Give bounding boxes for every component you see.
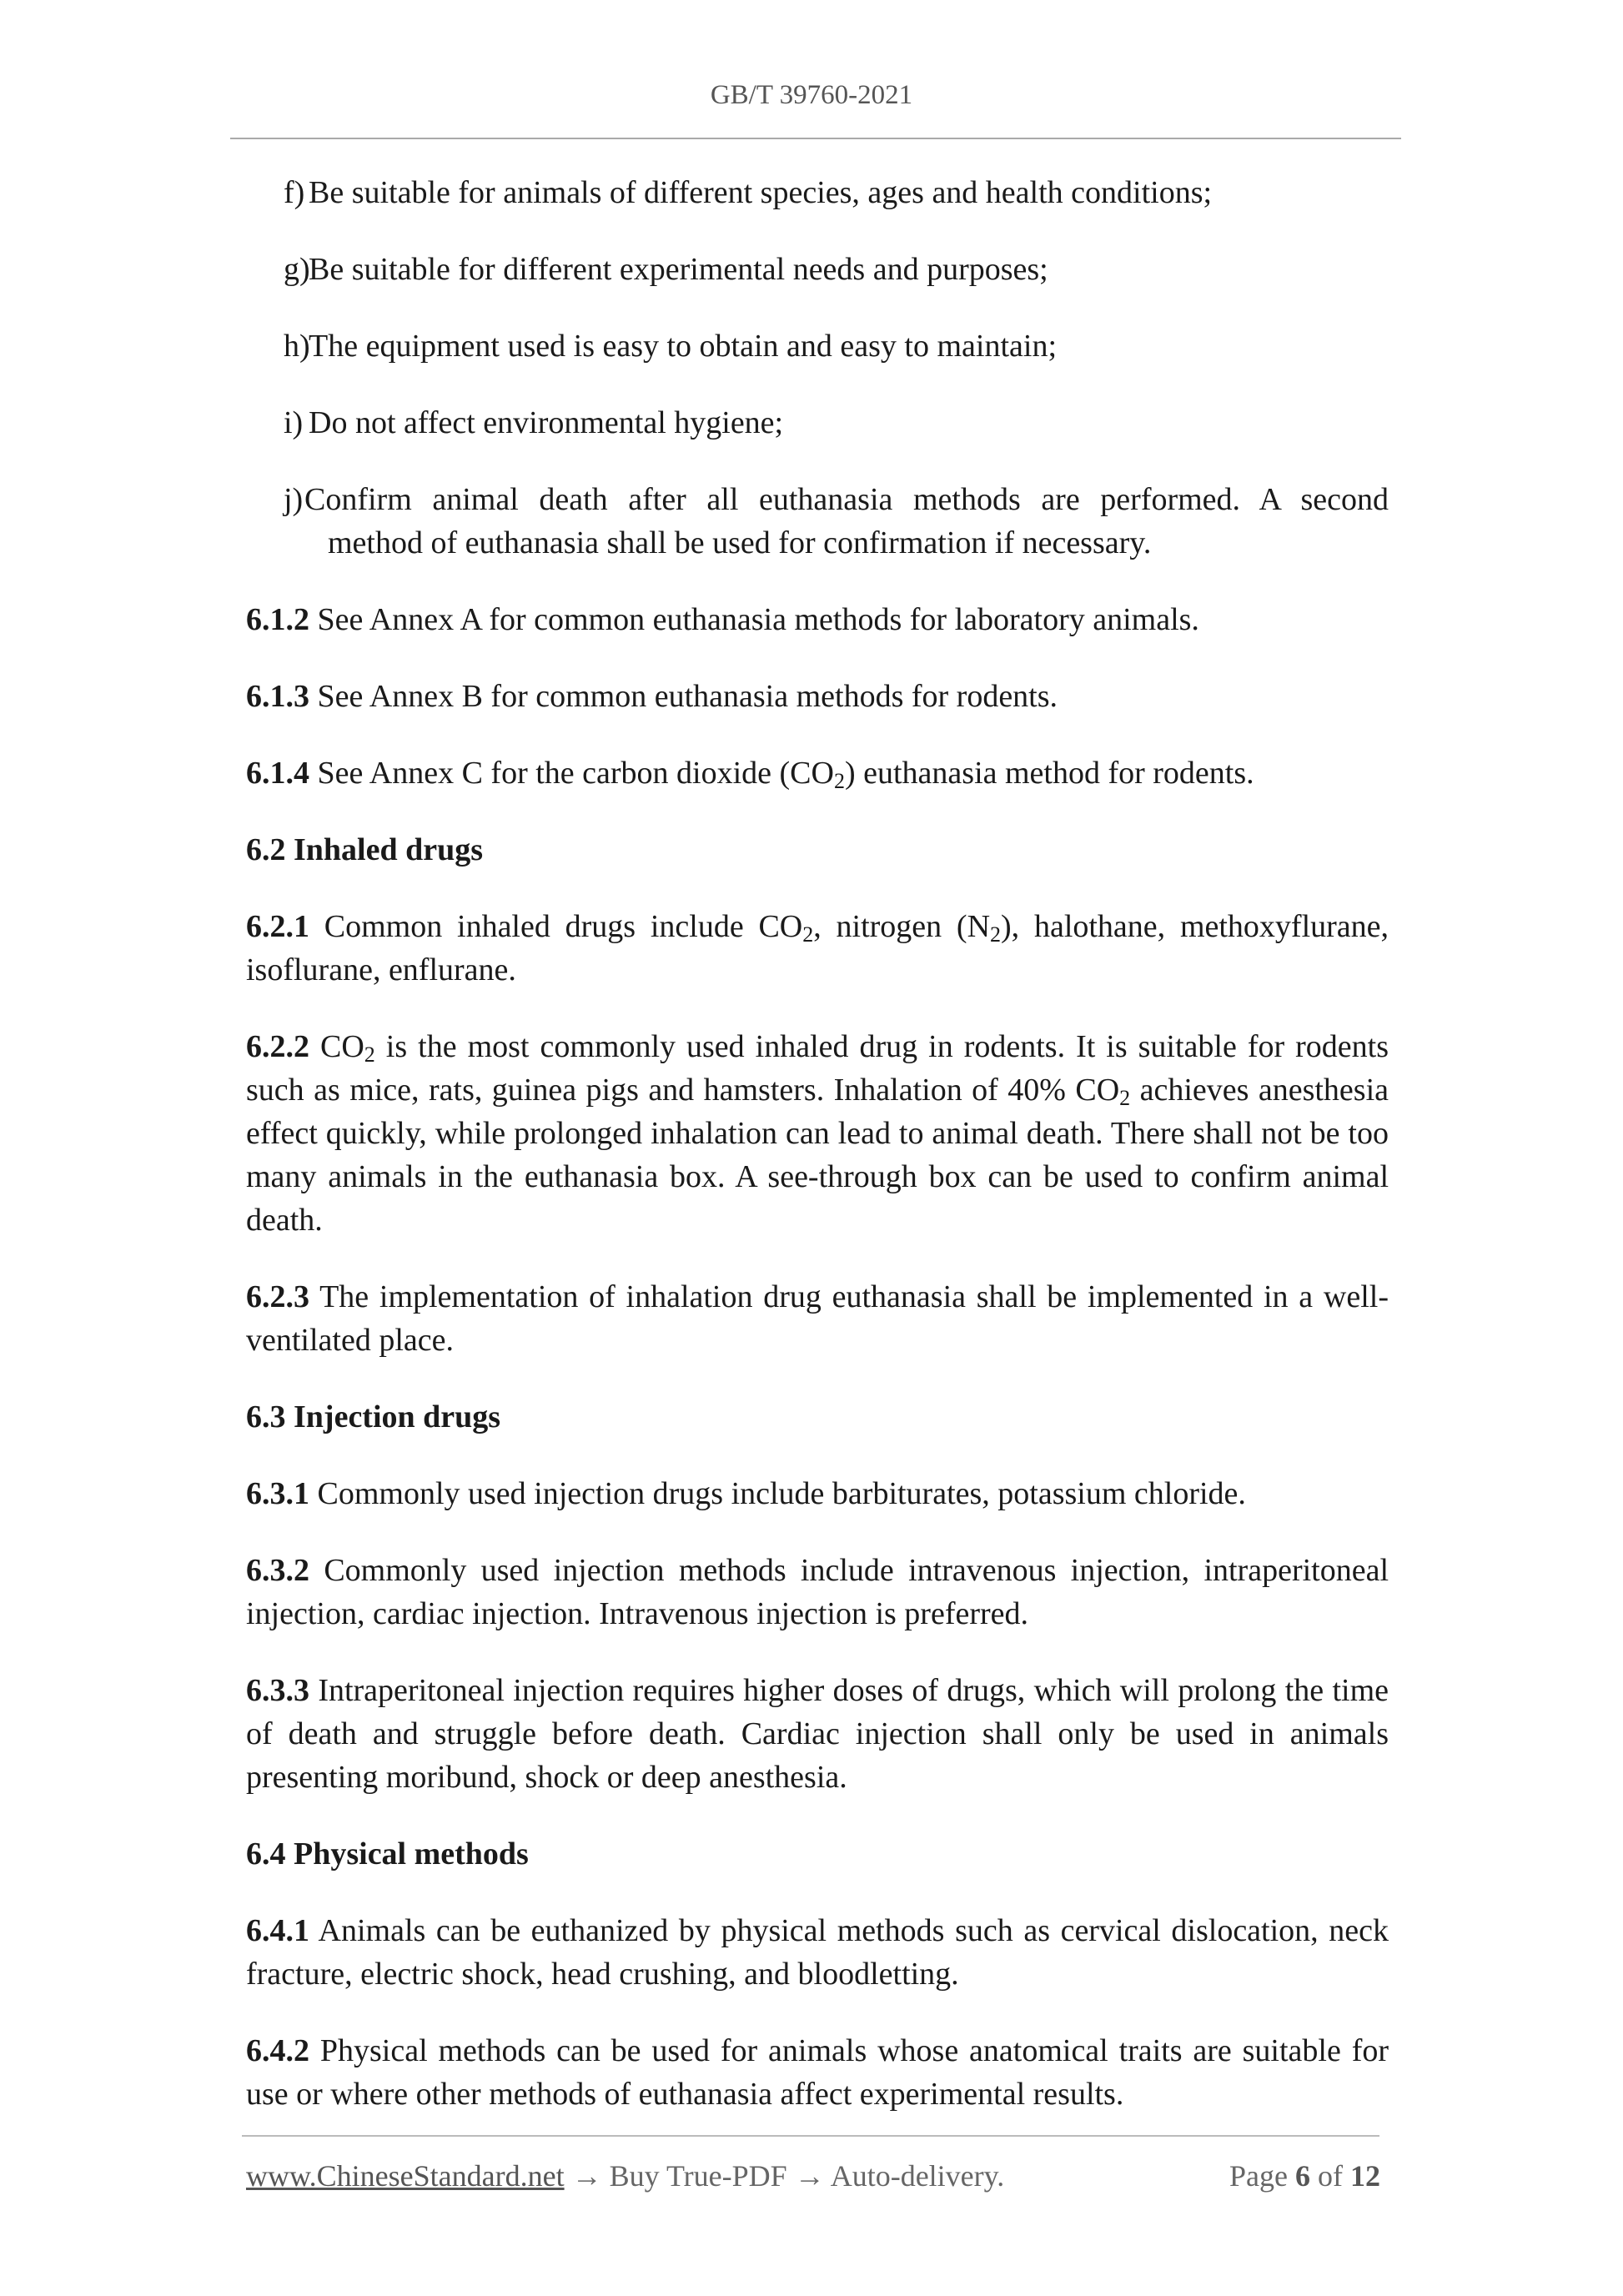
clause-number: 6.4.2 <box>246 2033 309 2068</box>
clause-text: See Annex B for common euthanasia methods for rodents. <box>317 679 1058 714</box>
clause-6-2-2 <box>246 1025 1389 1242</box>
subscript: 2 <box>364 1042 375 1067</box>
list-label: h) <box>284 329 310 364</box>
clause-text: CO <box>320 1029 364 1064</box>
clause-6-3-3 <box>246 1669 1389 1799</box>
list-item-f <box>246 171 1389 214</box>
auto-delivery-text: Auto-delivery. <box>830 2159 1005 2193</box>
clause-6-3-2 <box>246 1549 1389 1635</box>
list-item-j <box>246 478 1389 565</box>
list-text-line2: method of euthanasia shall be used for confirmation if necessary. <box>328 525 1152 560</box>
header-divider <box>230 138 1401 139</box>
clause-number: 6.4.1 <box>246 1913 309 1948</box>
clause-number: 6.1.2 <box>246 602 309 637</box>
of-word: of <box>1318 2159 1343 2193</box>
list-label: i) <box>284 405 304 440</box>
clause-text: Common inhaled drugs include CO <box>324 909 803 944</box>
clause-text: is the most commonly used inhaled drug in rodents. It is suitable for rodents such as mice, rats, guinea pigs and hamsters. Inhalation of 40% CO <box>246 1029 1389 1108</box>
clause-text: achieves anesthesia effect quickly, while prolonged inhalation can lead to animal death. There shall not be too many animals in the euthanasia box. A see-through box can be used to confirm animal death. <box>246 1073 1389 1238</box>
clause-6-2-1 <box>246 905 1389 992</box>
subscript: 2 <box>833 769 845 793</box>
subscript: 2 <box>990 922 1002 947</box>
list-text: The equipment used is easy to obtain and easy to maintain; <box>309 329 1058 364</box>
clause-number: 6.3.1 <box>246 1476 309 1511</box>
section-heading-6-2: 6.2 Inhaled drugs <box>246 832 484 867</box>
clause-6-1-4 <box>246 751 1389 795</box>
subscript: 2 <box>1119 1086 1131 1110</box>
page-body <box>246 171 1389 2149</box>
clause-text: Animals can be euthanized by physical methods such as cervical dislocation, neck fracture, electric shock, head crushing, and bloodletting. <box>246 1913 1389 1992</box>
clause-number: 6.3.3 <box>246 1673 309 1708</box>
list-item-g <box>246 248 1389 291</box>
list-text: Be suitable for animals of different species, ages and health conditions; <box>309 175 1213 210</box>
clause-text: Intraperitoneal injection requires higher doses of drugs, which will prolong the time of death and struggle before death. Cardiac injection shall only be used in animals presenting moribund, shock or deep anesthesia. <box>246 1673 1389 1795</box>
clause-6-1-2 <box>246 598 1389 641</box>
page-footer <box>246 2158 1380 2193</box>
clause-text: Physical methods can be used for animals whose anatomical traits are suitable for use or where other methods of euthanasia affect experimental results. <box>246 2033 1389 2112</box>
arrow-right-icon: → <box>571 2159 602 2193</box>
section-heading-6-3: 6.3 Injection drugs <box>246 1399 501 1434</box>
current-page-number: 6 <box>1295 2159 1310 2193</box>
clause-number: 6.2.2 <box>246 1029 309 1064</box>
page-word: Page <box>1229 2159 1288 2193</box>
footer-left <box>246 2159 1004 2193</box>
list-text: Be suitable for different experimental needs and purposes; <box>309 252 1048 287</box>
list-text: Do not affect environmental hygiene; <box>309 405 784 440</box>
document-id: GB/T 39760-2021 <box>710 80 913 110</box>
clause-text: See Annex C for the carbon dioxide (CO <box>317 756 834 791</box>
clause-text: Commonly used injection methods include intravenous injection, intraperitoneal injection, cardiac injection. Intravenous injection is preferred. <box>246 1553 1389 1631</box>
total-pages-number: 12 <box>1350 2159 1380 2193</box>
website-link[interactable]: www.ChineseStandard.net <box>246 2159 565 2193</box>
page-indicator <box>1229 2158 1380 2193</box>
arrow-right-icon: → <box>794 2159 825 2193</box>
list-label: j) <box>284 482 304 517</box>
clause-text: The implementation of inhalation drug euthanasia shall be implemented in a well-ventilated place. <box>246 1279 1389 1358</box>
clause-text: ) euthanasia method for rodents. <box>844 756 1254 791</box>
clause-6-3-1 <box>246 1472 1389 1515</box>
subscript: 2 <box>802 922 814 947</box>
clause-text: Commonly used injection drugs include barbiturates, potassium chloride. <box>317 1476 1246 1511</box>
clause-text: , nitrogen (N <box>813 909 991 944</box>
list-label: f) <box>284 175 305 210</box>
clause-number: 6.1.3 <box>246 679 309 714</box>
section-heading-6-4: 6.4 Physical methods <box>246 1836 529 1871</box>
clause-6-4-2 <box>246 2029 1389 2116</box>
clause-number: 6.1.4 <box>246 756 309 791</box>
list-text-line1: Confirm animal death after all euthanasia methods are performed. A second <box>304 482 1389 517</box>
buy-true-pdf-text: Buy True-PDF <box>609 2159 787 2193</box>
list-item-i <box>246 401 1389 445</box>
clause-6-2-3 <box>246 1275 1389 1362</box>
page-header <box>0 80 1623 111</box>
clause-text: See Annex A for common euthanasia methods for laboratory animals. <box>317 602 1199 637</box>
clause-number: 6.3.2 <box>246 1553 309 1588</box>
clause-number: 6.2.1 <box>246 909 309 944</box>
list-item-h <box>246 324 1389 368</box>
clause-text: ), halothane, methoxyflurane, isoflurane, enflurane. <box>246 909 1389 987</box>
clause-6-1-3 <box>246 675 1389 718</box>
clause-number: 6.2.3 <box>246 1279 309 1314</box>
clause-6-4-1 <box>246 1909 1389 1996</box>
list-label: g) <box>284 252 310 287</box>
footer-divider <box>242 2135 1379 2137</box>
